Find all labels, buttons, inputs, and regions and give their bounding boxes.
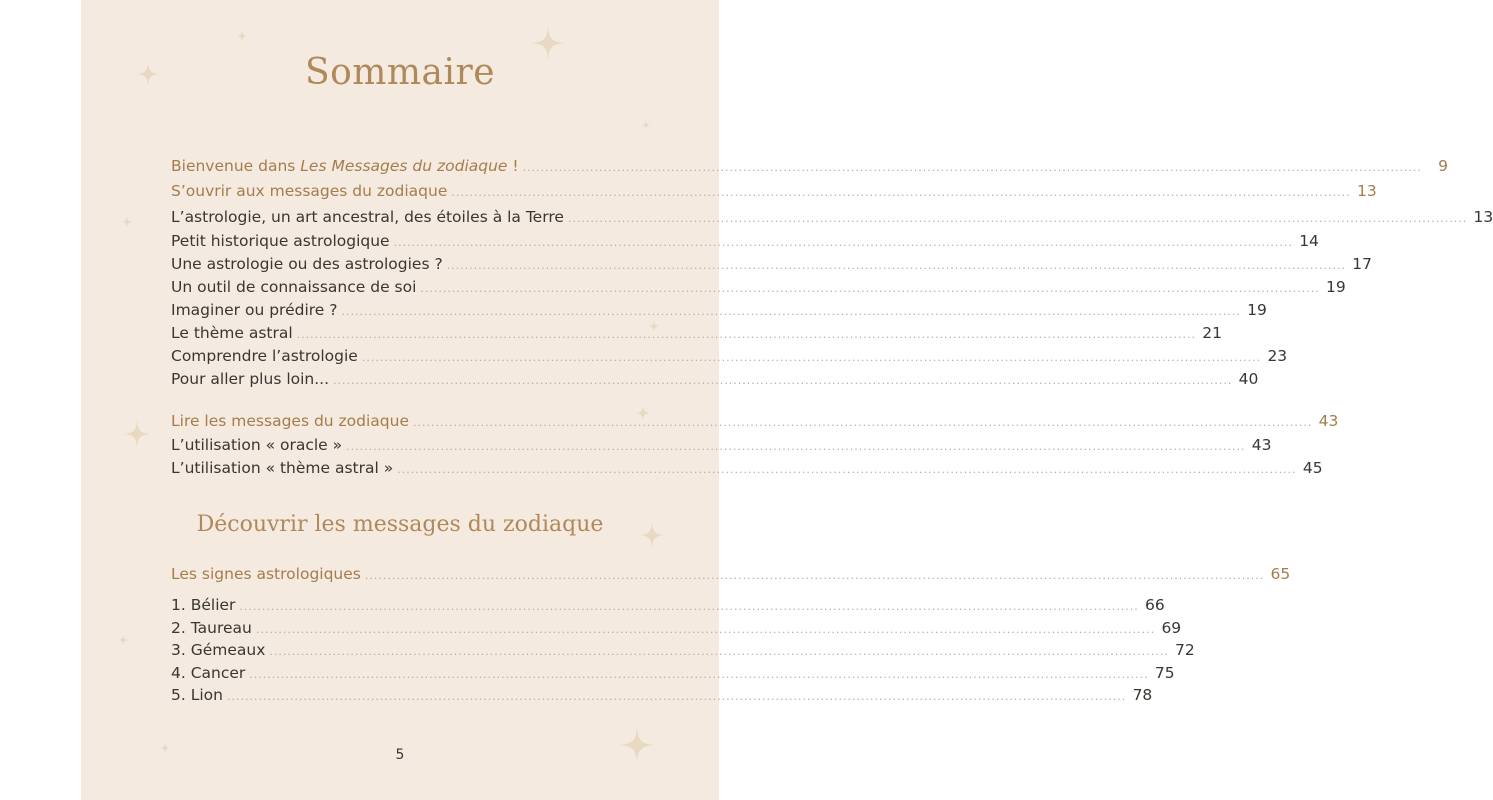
dot-leader: ........................................................................................................................................................................................................ — [341, 305, 1241, 318]
dot-leader: ........................................................................................................................................................................................................ — [333, 374, 1233, 387]
toc-entry-label: Imaginer ou prédire ? — [171, 301, 338, 319]
toc-entry-label: 3. Gémeaux — [171, 641, 266, 659]
toc-page-number: 65 — [1270, 565, 1291, 583]
dot-leader: ........................................................................................................................................................................................................ — [364, 569, 1265, 582]
dot-leader: ........................................................................................................................................................................................................ — [296, 328, 1196, 341]
toc-page-number: 75 — [1154, 664, 1175, 682]
toc-entry-label: Le thème astral — [171, 324, 293, 342]
dot-leader: ........................................................................................................................................................................................................ — [451, 186, 1351, 199]
dot-leader: ........................................................................................................................................................................................................ — [393, 236, 1293, 249]
toc-entry-label: Bienvenue dans Les Messages du zodiaque ! — [171, 157, 519, 175]
dot-leader: ........................................................................................................................................................................................................ — [255, 623, 1156, 636]
page-title: Sommaire — [304, 52, 496, 93]
toc-row[interactable] — [171, 686, 1153, 708]
dot-leader: ........................................................................................................................................................................................................ — [420, 282, 1320, 295]
toc-row[interactable] — [171, 182, 1377, 204]
toc-entry-label: Les signes astrologiques — [171, 565, 361, 583]
toc-row[interactable] — [171, 255, 1373, 277]
toc-row[interactable] — [171, 619, 1182, 641]
toc-entry-label: 1. Bélier — [171, 596, 236, 614]
dot-leader: ........................................................................................................................................................................................................ — [249, 668, 1149, 681]
toc-entry-label: 5. Lion — [171, 686, 223, 704]
sparkle-star-icon — [641, 120, 651, 130]
toc-row[interactable] — [171, 664, 1175, 686]
toc-entry-label: S’ouvrir aux messages du zodiaque — [171, 182, 448, 200]
toc-page-number: 72 — [1175, 641, 1195, 659]
book-page — [81, 0, 1493, 800]
toc-page-number: 43 — [1318, 412, 1339, 430]
toc-page-number: 45 — [1302, 459, 1323, 477]
toc-entry-label: L’utilisation « oracle » — [171, 436, 343, 454]
toc-row[interactable] — [171, 459, 1323, 481]
toc-page-number: 13 — [1356, 182, 1377, 200]
toc-row[interactable] — [171, 596, 1165, 618]
toc-page-number: 17 — [1352, 255, 1373, 273]
toc-entry-label: 4. Cancer — [171, 664, 246, 682]
toc-page-number: 43 — [1251, 436, 1272, 454]
toc-row[interactable] — [171, 324, 1222, 346]
toc-entry-label: Pour aller plus loin... — [171, 370, 330, 388]
dot-leader: ........................................................................................................................................................................................................ — [413, 416, 1313, 429]
sparkle-star-icon — [236, 30, 248, 42]
toc-entry-label: Un outil de connaissance de soi — [171, 278, 417, 296]
toc-entry-label: 2. Taureau — [171, 619, 252, 637]
sparkle-star-icon — [121, 216, 133, 228]
toc-row[interactable] — [171, 208, 1493, 230]
dot-leader: ........................................................................................................................................................................................................ — [269, 645, 1169, 658]
toc-page-number: 13 — [1473, 208, 1493, 226]
section-title: Découvrir les messages du zodiaque — [196, 512, 604, 537]
toc-entry-label: L’utilisation « thème astral » — [171, 459, 394, 477]
dot-leader: ........................................................................................................................................................................................................ — [239, 600, 1139, 613]
toc-entry-label: L’astrologie, un art ancestral, des étoiles à la Terre — [171, 208, 564, 226]
toc-page-number: 40 — [1238, 370, 1259, 388]
toc-page-number: 21 — [1202, 324, 1222, 342]
dot-leader: ........................................................................................................................................................................................................ — [226, 690, 1127, 703]
toc-entry-label: Une astrologie ou des astrologies ? — [171, 255, 443, 273]
dot-leader: ........................................................................................................................................................................................................ — [567, 212, 1468, 225]
toc-page-number: 78 — [1132, 686, 1153, 704]
toc-page-number: 9 — [1438, 157, 1448, 175]
toc-entry-label: Comprendre l’astrologie — [171, 347, 358, 365]
toc-page-number: 23 — [1267, 347, 1288, 365]
dot-leader: ........................................................................................................................................................................................................ — [361, 351, 1262, 364]
toc-row[interactable] — [171, 370, 1259, 392]
toc-page-number: 14 — [1299, 232, 1319, 250]
toc-row[interactable] — [171, 347, 1288, 369]
toc-page-number: 66 — [1145, 596, 1165, 614]
toc-entry-label: Lire les messages du zodiaque — [171, 412, 409, 430]
toc-row[interactable] — [171, 278, 1346, 300]
dot-leader: ........................................................................................................................................................................................................ — [346, 440, 1246, 453]
sparkle-star-icon — [123, 420, 151, 448]
toc-row[interactable] — [171, 641, 1195, 663]
sparkle-star-icon — [117, 634, 129, 646]
page-number: 5 — [395, 747, 405, 763]
dot-leader: ........................................................................................................................................................................................................ — [446, 259, 1347, 272]
dot-leader: ........................................................................................................................................................................................................ — [397, 463, 1297, 476]
toc-row[interactable] — [171, 157, 1448, 179]
toc-row[interactable] — [171, 565, 1291, 587]
toc-row[interactable] — [171, 436, 1272, 458]
toc-page-number: 19 — [1247, 301, 1267, 319]
toc-entry-label: Petit historique astrologique — [171, 232, 390, 250]
toc-page-number: 19 — [1326, 278, 1346, 296]
toc-page-number: 69 — [1161, 619, 1182, 637]
toc-row[interactable] — [171, 301, 1267, 323]
toc-row[interactable] — [171, 412, 1339, 434]
dot-leader: ........................................................................................................................................................................................................ — [522, 161, 1422, 174]
toc-row[interactable] — [171, 232, 1319, 254]
